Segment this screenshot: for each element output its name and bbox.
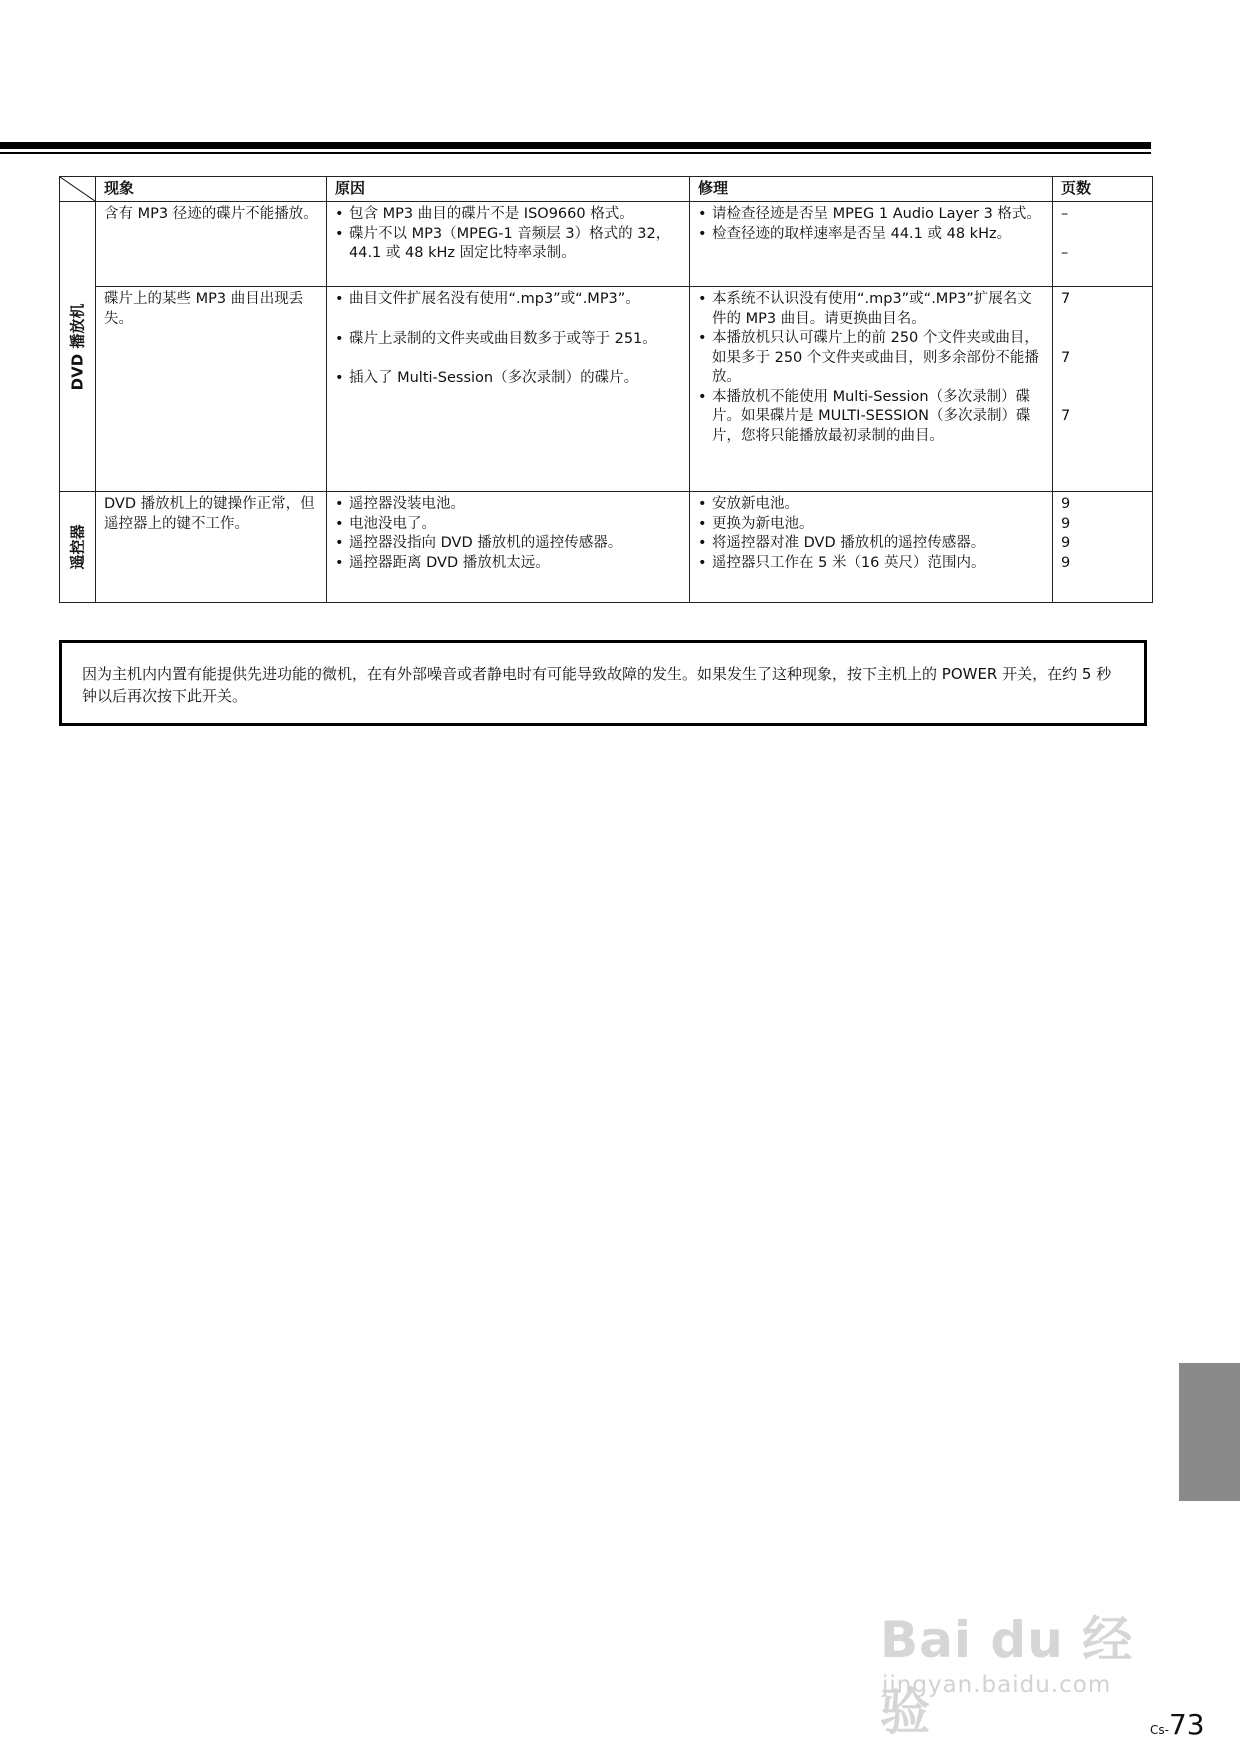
page-ref: 9 [1061, 535, 1071, 551]
cause-cell [327, 202, 690, 287]
remedy-item: • 安放新电池。 [698, 495, 1044, 515]
cause-item: • 遥控器没指向 DVD 播放机的遥控传感器。 [335, 534, 681, 554]
cause-item: • 遥控器没装电池。 [335, 495, 681, 515]
header-remedy: 修理 [690, 177, 1053, 202]
watermark-brand: Bai du 经验 [880, 1611, 1134, 1741]
cause-item: • 包含 MP3 曲目的碟片不是 ISO9660 格式。 [335, 205, 681, 225]
page-number-value: 73 [1168, 1708, 1205, 1741]
page-ref: 9 [1061, 496, 1071, 512]
remedy-item: • 更换为新电池。 [698, 515, 1044, 535]
page-number [1150, 1708, 1205, 1741]
table-row [60, 492, 1153, 603]
header-page: 页数 [1053, 177, 1153, 202]
table-row [60, 202, 1153, 287]
group-label-dvd: DVD 播放机 [67, 303, 86, 390]
troubleshooting-table [59, 176, 1153, 603]
header-rule-thin [0, 152, 1151, 154]
remedy-item: • 将遥控器对准 DVD 播放机的遥控传感器。 [698, 534, 1044, 554]
cause-item: • 曲目文件扩展名没有使用“.mp3”或“.MP3”。 [335, 290, 681, 310]
side-tab [1179, 1363, 1240, 1501]
group-cell-dvd [60, 202, 96, 492]
page-cell [1053, 492, 1153, 603]
page-ref: 7 [1061, 408, 1071, 424]
cause-item: • 碟片不以 MP3（MPEG-1 音频层 3）格式的 32，44.1 或 48 kHz 固定比特率录制。 [335, 225, 681, 264]
page-cell [1053, 202, 1153, 287]
cause-item: • 遥控器距离 DVD 播放机太远。 [335, 554, 681, 574]
remedy-cell [690, 287, 1053, 492]
cause-item: • 碟片上录制的文件夹或曲目数多于或等于 251。 [335, 330, 681, 350]
group-label-remote: 遥控器 [67, 524, 86, 570]
symptom-cell: 碟片上的某些 MP3 曲目出现丢失。 [96, 287, 327, 492]
remedy-item: • 本播放机不能使用 Multi-Session（多次录制）碟片。如果碟片是 MULTI-SESSION（多次录制）碟片，您将只能播放最初录制的曲目。 [698, 388, 1044, 447]
cause-cell [327, 492, 690, 603]
page-ref: 7 [1061, 291, 1071, 307]
watermark-url: jingyan.baidu.com [882, 1672, 1112, 1698]
header-corner-cell [60, 177, 96, 202]
symptom-cell: 含有 MP3 径迹的碟片不能播放。 [96, 202, 327, 287]
header-cause: 原因 [327, 177, 690, 202]
remedy-item: • 本系统不认识没有使用“.mp3”或“.MP3”扩展名文件的 MP3 曲目。请更换曲目名。 [698, 290, 1044, 329]
cause-item: • 插入了 Multi-Session（多次录制）的碟片。 [335, 369, 681, 389]
page-ref: – [1061, 245, 1069, 261]
cause-item: • 电池没电了。 [335, 515, 681, 535]
group-cell-remote [60, 492, 96, 603]
remedy-item: • 本播放机只认可碟片上的前 250 个文件夹或曲目，如果多于 250 个文件夹或曲目，则多余部份不能播放。 [698, 329, 1044, 388]
header-rule-thick [0, 142, 1151, 149]
notice-text: 因为主机内内置有能提供先进功能的微机，在有外部噪音或者静电时有可能导致故障的发生。如果发生了这种现象，按下主机上的 POWER 开关，在约 5 秒钟以后再次按下此开关。 [82, 665, 1112, 705]
remedy-cell [690, 492, 1053, 603]
symptom-cell: DVD 播放机上的键操作正常，但遥控器上的键不工作。 [96, 492, 327, 603]
page-ref: 7 [1061, 349, 1071, 366]
header-symptom: 现象 [96, 177, 327, 202]
diagonal-line [60, 177, 95, 201]
page-ref: 9 [1061, 554, 1071, 571]
notice-box [59, 640, 1147, 726]
remedy-item: • 请检查径迹是否呈 MPEG 1 Audio Layer 3 格式。 [698, 205, 1044, 225]
remedy-cell [690, 202, 1053, 287]
table-header-row [60, 177, 1153, 202]
page-ref: – [1061, 206, 1069, 222]
page-number-prefix: Cs- [1150, 1723, 1169, 1737]
remedy-item: • 检查径迹的取样速率是否呈 44.1 或 48 kHz。 [698, 225, 1044, 245]
table-row [60, 287, 1153, 492]
remedy-item: • 遥控器只工作在 5 米（16 英尺）范围内。 [698, 554, 1044, 574]
cause-cell [327, 287, 690, 492]
page-ref: 9 [1061, 515, 1071, 532]
page-cell [1053, 287, 1153, 492]
